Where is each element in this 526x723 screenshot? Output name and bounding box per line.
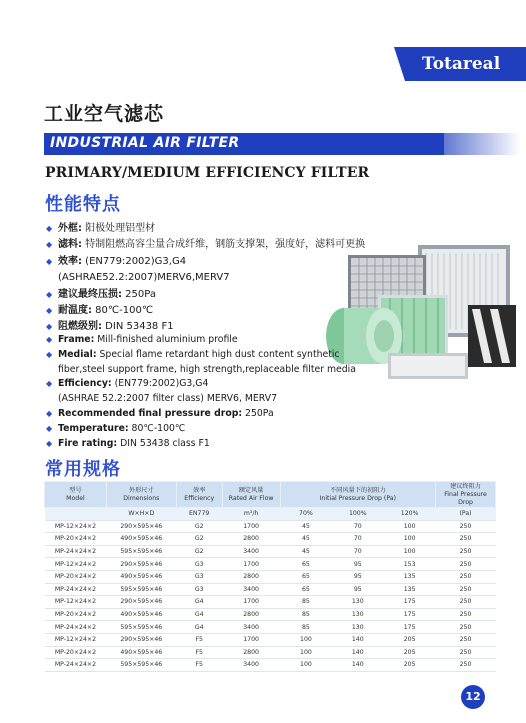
- category-banner-text: INDUSTRIAL AIR FILTER: [50, 135, 240, 151]
- diamond-bullet-icon: ◆: [46, 423, 53, 433]
- table-cell: 85: [280, 608, 332, 621]
- diamond-bullet-icon: ◆: [46, 349, 53, 359]
- table-cell: MP-20×24×2: [45, 646, 107, 659]
- table-cell: 595×595×46: [106, 545, 176, 558]
- table-cell: 1700: [222, 520, 280, 533]
- brand-logo-tab: Totareal: [405, 47, 526, 81]
- table-cell: 205: [384, 646, 436, 659]
- table-cell: 2800: [222, 608, 280, 621]
- diamond-bullet-icon: ◆: [46, 240, 53, 250]
- table-cell: W×H×D: [106, 508, 176, 521]
- table-cell: 250: [436, 545, 496, 558]
- table-cell: (Pa): [436, 508, 496, 521]
- feature-cn-item: ◆ 建议最终压损: 250Pa: [46, 287, 365, 303]
- table-cell: 1700: [222, 633, 280, 646]
- table-cell: 250: [436, 520, 496, 533]
- table-row: [45, 533, 496, 546]
- table-cell: 250: [436, 596, 496, 609]
- table-cell: 490×595×46: [106, 533, 176, 546]
- diamond-bullet-icon: ◆: [46, 224, 53, 233]
- table-cell: 250: [436, 646, 496, 659]
- table-header-row: [45, 482, 496, 508]
- table-cell: 95: [332, 570, 384, 583]
- column-header: 不同风量下的初阻力 Initial Pressure Drop (Pa): [280, 482, 436, 508]
- table-cell: F5: [176, 633, 222, 646]
- table-body: [45, 508, 496, 672]
- table-cell: 595×595×46: [106, 659, 176, 672]
- category-banner: [44, 133, 444, 155]
- table-cell: 100: [280, 633, 332, 646]
- table-cell: m³/h: [222, 508, 280, 521]
- diamond-bullet-icon: ◆: [46, 322, 53, 332]
- diamond-bullet-icon: ◆: [46, 408, 53, 418]
- table-cell: MP-20×24×2: [45, 533, 107, 546]
- table-row: [45, 520, 496, 533]
- table-cell: 100: [280, 659, 332, 672]
- table-cell: MP-24×24×2: [45, 583, 107, 596]
- feature-en-item: ◆ Recommended final pressure drop: 250Pa: [46, 407, 331, 422]
- table-cell: 140: [332, 633, 384, 646]
- diamond-bullet-icon: ◆: [46, 306, 53, 316]
- table-row: [45, 570, 496, 583]
- feature-en-item: ◆ Efficiency: (EN779:2002)G3,G4: [46, 377, 331, 392]
- table-row: [45, 633, 496, 646]
- table-cell: 595×595×46: [106, 621, 176, 634]
- table-row: [45, 646, 496, 659]
- table-cell: 2800: [222, 533, 280, 546]
- table-cell: 130: [332, 596, 384, 609]
- diamond-bullet-icon: ◆: [46, 438, 53, 448]
- table-cell: 70: [332, 520, 384, 533]
- table-cell: G3: [176, 570, 222, 583]
- table-cell: 3400: [222, 545, 280, 558]
- table-cell: 175: [384, 596, 436, 609]
- table-cell: G2: [176, 533, 222, 546]
- table-cell: 100: [384, 520, 436, 533]
- diamond-bullet-icon: ◆: [46, 289, 53, 299]
- table-cell: 1700: [222, 558, 280, 571]
- table-cell: 65: [280, 570, 332, 583]
- table-cell: 65: [280, 558, 332, 571]
- feature-cn-item: ◆ 外框: 阳极处理铝型材: [46, 221, 365, 237]
- column-header: 型号 Model: [45, 482, 107, 508]
- table-cell: 130: [332, 621, 384, 634]
- table-cell: 290×595×46: [106, 596, 176, 609]
- table-cell: 95: [332, 558, 384, 571]
- table-cell: 205: [384, 633, 436, 646]
- table-cell: G4: [176, 596, 222, 609]
- table-row: [45, 558, 496, 571]
- table-cell: 100: [384, 533, 436, 546]
- table-cell: 85: [280, 621, 332, 634]
- air-filter-product-photo: [318, 243, 518, 383]
- features-heading: 性能特点: [45, 194, 121, 215]
- table-cell: MP-12×24×2: [45, 520, 107, 533]
- table-cell: 130: [332, 608, 384, 621]
- table-cell: 45: [280, 533, 332, 546]
- feature-en-item: ◆ Frame: Mill-finished aluminium profile: [46, 333, 331, 348]
- table-cell: 250: [436, 633, 496, 646]
- specs-heading: 常用规格: [45, 459, 121, 480]
- table-cell: 490×595×46: [106, 646, 176, 659]
- table-cell: 175: [384, 621, 436, 634]
- table-cell: 3400: [222, 659, 280, 672]
- table-cell: 100%: [332, 508, 384, 521]
- features-list-en: [46, 333, 356, 451]
- table-cell: 290×595×46: [106, 558, 176, 571]
- table-row: [45, 583, 496, 596]
- feature-cn-item: ◆ 耐温度: 80℃-100℃: [46, 303, 365, 319]
- table-cell: 490×595×46: [106, 570, 176, 583]
- table-cell: 65: [280, 583, 332, 596]
- feature-cn-item: ◆ 阻燃级别: DIN 53438 F1: [46, 319, 365, 335]
- table-cell: 250: [436, 659, 496, 672]
- product-subtitle: PRIMARY/MEDIUM EFFICIENCY FILTER: [45, 165, 370, 181]
- table-cell: 100: [384, 545, 436, 558]
- table-row: [45, 608, 496, 621]
- feature-en-item: ◆ Fire rating: DIN 53438 class F1: [46, 437, 331, 452]
- table-cell: MP-24×24×2: [45, 659, 107, 672]
- table-cell: F5: [176, 659, 222, 672]
- table-row: [45, 621, 496, 634]
- table-cell: 3400: [222, 583, 280, 596]
- table-cell: 135: [384, 570, 436, 583]
- column-header: 效率 Efficiency: [176, 482, 222, 508]
- diamond-bullet-icon: ◆: [46, 256, 53, 266]
- table-row: [45, 545, 496, 558]
- table-cell: EN779: [176, 508, 222, 521]
- table-cell: [45, 508, 107, 521]
- diamond-bullet-icon: ◆: [46, 379, 53, 389]
- table-cell: 250: [436, 621, 496, 634]
- table-unit-row: [45, 508, 496, 521]
- table-cell: 120%: [384, 508, 436, 521]
- table-cell: 250: [436, 533, 496, 546]
- table-cell: 250: [436, 608, 496, 621]
- page-number-badge: 12: [461, 685, 485, 709]
- table-cell: MP-12×24×2: [45, 633, 107, 646]
- feature-cn-continuation: (ASHRAE52.2:2007)MERV6,MERV7: [58, 272, 230, 284]
- feature-en-item: ◆ Temperature: 80℃-100℃: [46, 422, 331, 437]
- table-cell: MP-20×24×2: [45, 608, 107, 621]
- table-cell: 490×595×46: [106, 608, 176, 621]
- page-title-cn: 工业空气滤芯: [44, 103, 165, 125]
- table-row: [45, 596, 496, 609]
- table-cell: 250: [436, 583, 496, 596]
- banner-fade-decoration: [444, 133, 520, 155]
- table-cell: MP-24×24×2: [45, 545, 107, 558]
- table-cell: 205: [384, 659, 436, 672]
- table-cell: 2800: [222, 570, 280, 583]
- table-cell: 290×595×46: [106, 633, 176, 646]
- table-cell: 100: [280, 646, 332, 659]
- table-cell: MP-24×24×2: [45, 621, 107, 634]
- feature-cn-item: ◆ 效率: (EN779:2002)G3,G4: [46, 254, 365, 270]
- specification-table: [44, 481, 496, 672]
- feature-en-item: ◆ Medial: Special flame retardant high dust content synthetic: [46, 348, 331, 363]
- table-row: [45, 659, 496, 672]
- feature-cn-item: ◆ 滤料: 特制阻燃高容尘量合成纤维，钢筋支撑架，强度好，滤料可更换: [46, 237, 365, 253]
- table-cell: G4: [176, 621, 222, 634]
- table-cell: 45: [280, 520, 332, 533]
- table-cell: 140: [332, 659, 384, 672]
- table-cell: MP-12×24×2: [45, 596, 107, 609]
- table-cell: 595×595×46: [106, 583, 176, 596]
- feature-en-continuation: (ASHRAE 52.2:2007 filter class) MERV6, MERV7: [58, 393, 277, 405]
- table-cell: 70%: [280, 508, 332, 521]
- column-header: 外形尺寸 Dimensions: [106, 482, 176, 508]
- table-cell: G2: [176, 545, 222, 558]
- table-cell: 153: [384, 558, 436, 571]
- table-cell: 250: [436, 570, 496, 583]
- table-cell: G2: [176, 520, 222, 533]
- table-cell: MP-20×24×2: [45, 570, 107, 583]
- table-cell: 250: [436, 558, 496, 571]
- table-cell: G3: [176, 583, 222, 596]
- table-cell: 135: [384, 583, 436, 596]
- table-cell: F5: [176, 646, 222, 659]
- table-cell: 85: [280, 596, 332, 609]
- table-cell: 1700: [222, 596, 280, 609]
- table-cell: 70: [332, 545, 384, 558]
- column-header: 建议终阻力 Final Pressure Drop: [436, 482, 496, 508]
- diamond-bullet-icon: ◆: [46, 335, 53, 344]
- column-header: 额定风量 Rated Air Flow: [222, 482, 280, 508]
- table-cell: MP-12×24×2: [45, 558, 107, 571]
- table-cell: 175: [384, 608, 436, 621]
- table-cell: 2800: [222, 646, 280, 659]
- table-cell: 95: [332, 583, 384, 596]
- table-cell: 3400: [222, 621, 280, 634]
- table-cell: G4: [176, 608, 222, 621]
- table-cell: 290×595×46: [106, 520, 176, 533]
- table-cell: 70: [332, 533, 384, 546]
- table-cell: G3: [176, 558, 222, 571]
- table-cell: 140: [332, 646, 384, 659]
- feature-en-continuation: fiber,steel support frame, high strength,replaceable filter media: [58, 363, 356, 375]
- table-cell: 45: [280, 545, 332, 558]
